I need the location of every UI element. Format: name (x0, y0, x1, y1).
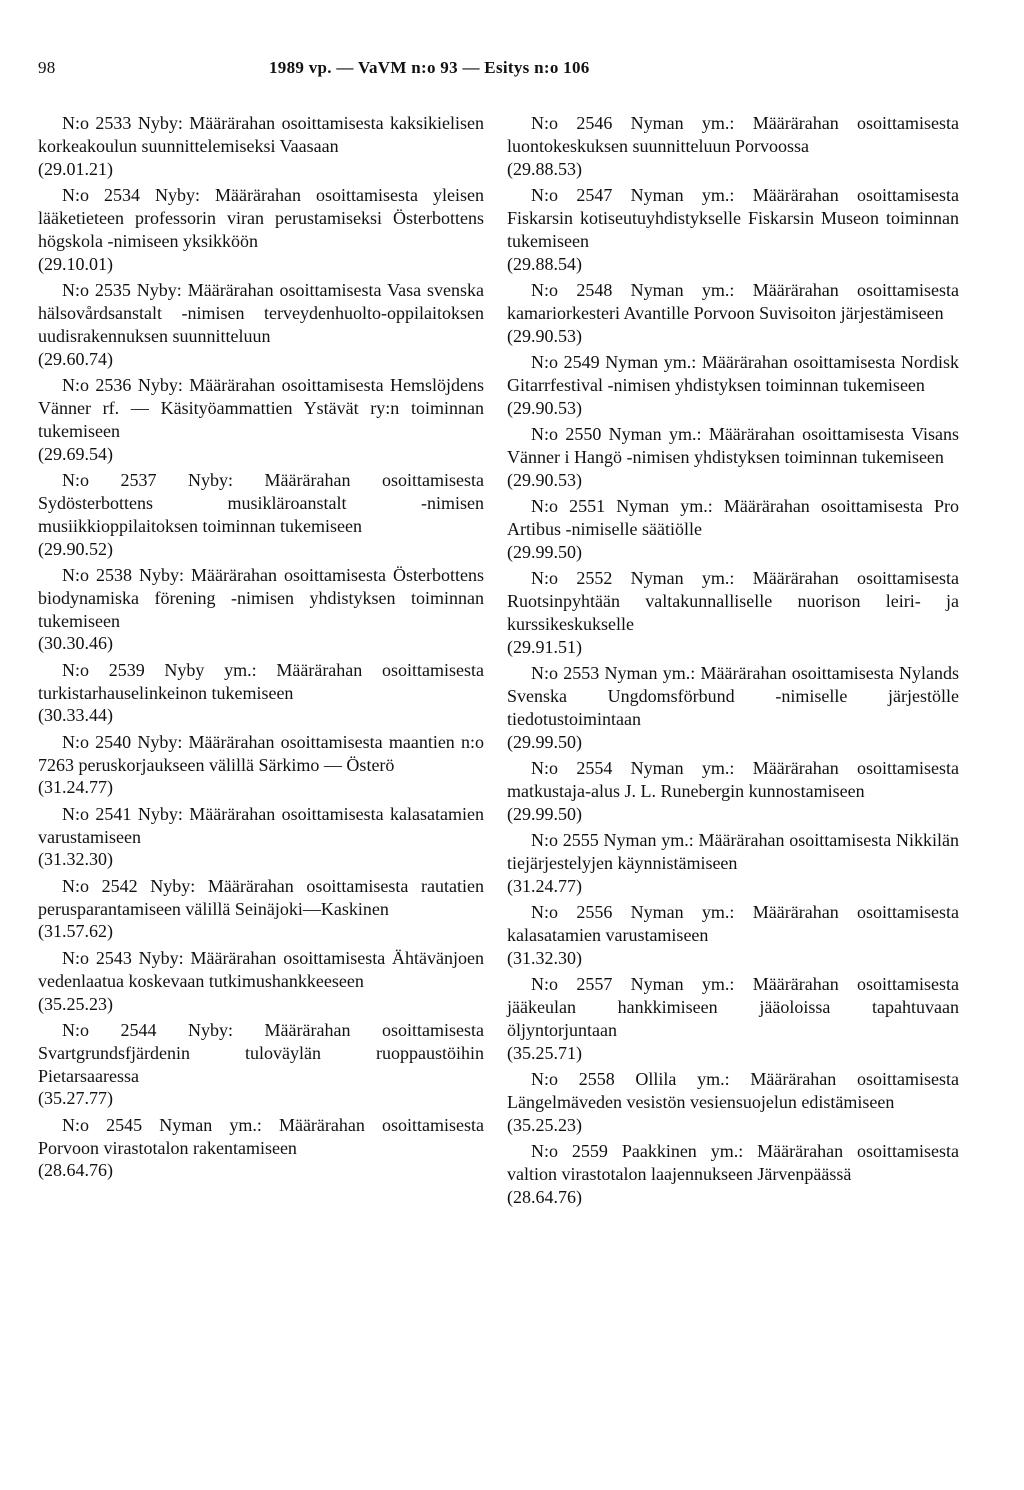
budget-item-code: (29.69.54) (38, 443, 113, 464)
budget-item-code: (29.99.50) (507, 541, 582, 562)
right-column (507, 112, 959, 1212)
budget-item-code: (28.64.76) (38, 1160, 113, 1181)
budget-item-code: (35.25.23) (507, 1114, 582, 1135)
motion-entry (507, 757, 959, 826)
motion-text: N:o 2539 Nyby ym.: Määrärahan osoittamisesta turkistarhauselinkeinon tukemiseen (38, 659, 484, 703)
motion-entry (38, 279, 484, 371)
motion-entry (507, 112, 959, 181)
motion-entry (507, 829, 959, 898)
motion-text: N:o 2552 Nyman ym.: Määrärahan osoittamisesta Ruotsinpyhtään valtakunnalliselle nuorison leiri- ja kurssikeskukselle (507, 568, 959, 634)
motion-text: N:o 2550 Nyman ym.: Määrärahan osoittamisesta Visans Vänner i Hangö -nimisen yhdistyksen toiminnan tukemiseen (507, 423, 959, 467)
budget-item-code: (30.30.46) (38, 633, 113, 654)
motion-text: N:o 2546 Nyman ym.: Määrärahan osoittamisesta luontokeskuksen suunnitteluun Porvoossa (507, 113, 959, 156)
budget-item-code: (35.25.23) (38, 993, 113, 1014)
motion-text: N:o 2542 Nyby: Määrärahan osoittamisesta rautatien perusparantamiseen välillä Seinäjoki—Kaskinen (38, 875, 484, 919)
motion-text: N:o 2540 Nyby: Määrärahan osoittamisesta maantien n:o 7263 peruskorjaukseen välillä Särkimo — Österö (38, 731, 484, 775)
budget-item-code: (29.60.74) (38, 348, 113, 369)
motion-entry (507, 662, 959, 754)
budget-item-code: (29.88.53) (507, 158, 582, 179)
budget-item-code: (31.32.30) (507, 947, 582, 968)
motion-entry (38, 1019, 484, 1111)
motion-text: N:o 2558 Ollila ym.: Määrärahan osoittamisesta Längelmäveden vesistön vesiensuojelun edistämiseen (507, 1068, 959, 1112)
motion-entry (507, 351, 959, 420)
motion-text: N:o 2553 Nyman ym.: Määrärahan osoittamisesta Nylands Svenska Ungdomsförbund -nimiselle järjestölle tiedotustoimintaan (507, 662, 959, 729)
motion-entry (38, 374, 484, 466)
motion-entry (507, 567, 959, 659)
budget-item-code: (35.25.71) (507, 1042, 582, 1063)
motion-entry (38, 112, 484, 181)
motion-entry (507, 1068, 959, 1137)
budget-item-code: (29.90.53) (507, 469, 582, 490)
motion-text: N:o 2555 Nyman ym.: Määrärahan osoittamisesta Nikkilän tiejärjestelyjen käynnistämiseen (507, 829, 959, 873)
motion-text: N:o 2556 Nyman ym.: Määrärahan osoittamisesta kalasatamien varustamiseen (507, 901, 959, 945)
budget-item-code: (31.32.30) (38, 849, 113, 870)
motion-text: N:o 2533 Nyby: Määrärahan osoittamisesta kaksikielisen korkeakoulun suunnittelemiseksi Vaasaan (38, 113, 484, 156)
motion-text: N:o 2536 Nyby: Määrärahan osoittamisesta Hemslöjdens Vänner rf. — Käsityöammattien Ystävät ry:n toiminnan tukemiseen (38, 374, 484, 441)
budget-item-code: (29.88.54) (507, 253, 582, 274)
motion-entry (507, 279, 959, 348)
budget-item-code: (29.90.52) (38, 538, 113, 559)
budget-item-code: (29.01.21) (38, 158, 113, 179)
motion-entry (38, 184, 484, 276)
budget-item-code: (31.24.77) (38, 777, 113, 798)
motion-entry (38, 564, 484, 656)
motion-entry (507, 901, 959, 970)
motion-text: N:o 2557 Nyman ym.: Määrärahan osoittamisesta jääkeulan hankkimiseen jääoloissa tapahtuvaan öljyntorjuntaan (507, 973, 959, 1040)
motion-text: N:o 2543 Nyby: Määrärahan osoittamisesta Ähtävänjoen vedenlaatua koskevaan tutkimushankkeeseen (38, 947, 484, 991)
budget-item-code: (31.24.77) (507, 875, 582, 896)
motion-text: N:o 2544 Nyby: Määrärahan osoittamisesta Svartgrundsfjärdenin tuloväylän ruoppaustöihin Pietarsaaressa (38, 1019, 484, 1086)
motion-text: N:o 2541 Nyby: Määrärahan osoittamisesta kalasatamien varustamiseen (38, 803, 484, 847)
motion-text: N:o 2537 Nyby: Määrärahan osoittamisesta Sydösterbottens musikläroanstalt -nimisen musiikkioppilaitoksen toiminnan tukemiseen (38, 469, 484, 536)
motion-text: N:o 2534 Nyby: Määrärahan osoittamisesta yleisen lääketieteen professorin viran perustamiseksi Österbottens högskola -nimiseen yksikköön (38, 185, 484, 251)
budget-item-code: (29.99.50) (507, 803, 582, 824)
motion-text: N:o 2549 Nyman ym.: Määrärahan osoittamisesta Nordisk Gitarrfestival -nimisen yhdistyksen toiminnan tukemiseen (507, 351, 959, 395)
budget-item-code: (28.64.76) (507, 1186, 582, 1207)
running-title: 1989 vp. — VaVM n:o 93 — Esitys n:o 106 (269, 58, 590, 77)
motion-text: N:o 2535 Nyby: Määrärahan osoittamisesta Vasa svenska hälsovårdsanstalt -nimisen terveydenhuolto-oppilaitoksen uudisrakennuksen suunnitteluun (38, 279, 484, 346)
motion-text: N:o 2538 Nyby: Määrärahan osoittamisesta Österbottens biodynamiska förening -nimisen yhdistyksen toiminnan tukemiseen (38, 564, 484, 631)
motion-entry (38, 1114, 484, 1183)
motion-entry (507, 1140, 959, 1209)
budget-item-code: (30.33.44) (38, 705, 113, 726)
motion-entry (507, 423, 959, 492)
motion-entry (38, 875, 484, 944)
budget-item-code: (31.57.62) (38, 921, 113, 942)
motion-text: N:o 2554 Nyman ym.: Määrärahan osoittamisesta matkustaja-alus J. L. Runebergin kunnostamiseen (507, 757, 959, 801)
page-number: 98 (38, 58, 56, 77)
motion-entry (507, 495, 959, 564)
budget-item-code: (29.90.53) (507, 397, 582, 418)
motion-entry (507, 973, 959, 1065)
motion-text: N:o 2548 Nyman ym.: Määrärahan osoittamisesta kamariorkesteri Avantille Porvoon Suvisoiton järjestämiseen (507, 279, 959, 323)
motion-text: N:o 2545 Nyman ym.: Määrärahan osoittamisesta Porvoon virastotalon rakentamiseen (38, 1114, 484, 1158)
motion-entry (38, 803, 484, 872)
left-column (38, 112, 484, 1186)
motion-entry (38, 469, 484, 561)
motion-text: N:o 2547 Nyman ym.: Määrärahan osoittamisesta Fiskarsin kotiseutuyhdistykselle Fiskarsin Museon toiminnan tukemiseen (507, 185, 959, 251)
motion-entry (507, 184, 959, 276)
budget-item-code: (29.91.51) (507, 636, 582, 657)
budget-item-code: (29.10.01) (38, 253, 113, 274)
motion-entry (38, 947, 484, 1016)
motion-text: N:o 2551 Nyman ym.: Määrärahan osoittamisesta Pro Artibus -nimiselle säätiölle (507, 495, 959, 539)
motion-entry (38, 659, 484, 728)
budget-item-code: (29.99.50) (507, 731, 582, 752)
motion-entry (38, 731, 484, 800)
motion-text: N:o 2559 Paakkinen ym.: Määrärahan osoittamisesta valtion virastotalon laajennukseen Järvenpäässä (507, 1140, 959, 1184)
budget-item-code: (35.27.77) (38, 1088, 113, 1109)
budget-item-code: (29.90.53) (507, 325, 582, 346)
